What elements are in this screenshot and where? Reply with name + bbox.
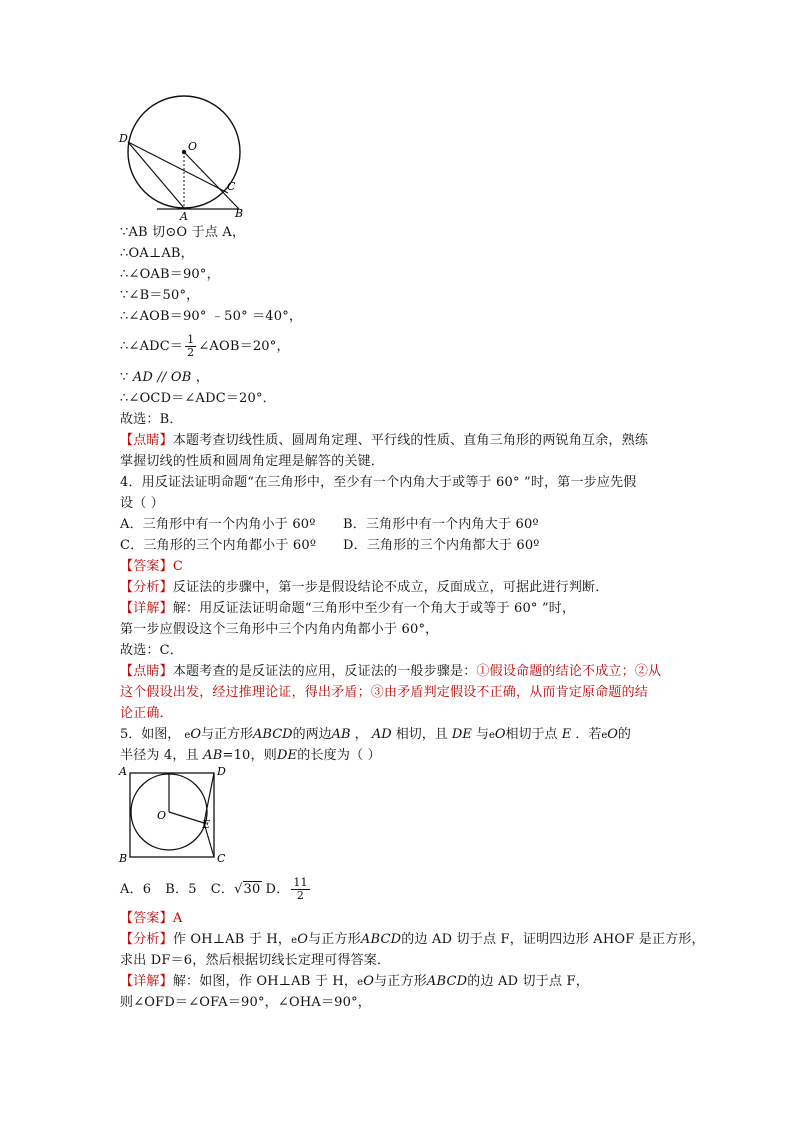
math-de: DE (276, 748, 298, 763)
label-o: O (188, 140, 198, 153)
option-c: C． (210, 882, 235, 897)
detail-line: 故选：C． (120, 643, 183, 658)
text: 的长度为（ ） (297, 748, 381, 763)
math-abcd: ABCD (360, 932, 402, 947)
text: 本题考查切线性质、圆周角定理、平行线的性质、直角三角形的两锐角互余，熟练 (172, 433, 649, 448)
text: 作 OH⊥AB 于 H， (172, 932, 292, 947)
math-o: O (494, 727, 506, 742)
fraction-numerator: 11 (293, 876, 308, 889)
question-4-stem: 设（ ） (120, 496, 164, 511)
text: ， (350, 727, 372, 742)
text: 与正方形 (308, 932, 361, 947)
label-d: D (217, 765, 226, 778)
analysis-line: 求出 DF＝6，然后根据切线长定理可得答案． (120, 953, 391, 968)
detail-line: 则∠OFD＝∠OFA＝90°，∠OHA＝90°， (120, 995, 371, 1010)
text: 与正方形 (201, 727, 254, 742)
text-highlight: ①假设命题的结论不成立；②从 (476, 664, 662, 679)
figure-circle-tangent (115, 90, 255, 222)
analysis-tag: 【分析】 (120, 580, 173, 595)
option-a: A．三角形中有一个内角小于 60º (120, 517, 316, 532)
text: 与正方形 (374, 974, 427, 989)
math-abcd: ABCD (426, 974, 468, 989)
label-o: O (157, 809, 167, 822)
segment-oe (169, 812, 204, 823)
segment-da (128, 142, 184, 208)
label-b: B (119, 852, 128, 865)
fraction-half (185, 334, 196, 359)
answer-value: A (172, 911, 183, 926)
question-5-stem (120, 725, 631, 746)
detail-line: 第一步应假设这个三角形中三个内角内角都小于 60°， (120, 622, 439, 637)
remark-line (120, 662, 661, 682)
segment-de (204, 773, 214, 823)
question-5-options (120, 877, 312, 902)
fraction-numerator: 1 (187, 333, 195, 346)
option-d: D．三角形的三个内角都大于 60º (343, 538, 540, 553)
solution-line: 故选：B． (120, 412, 183, 427)
text: 与 (471, 727, 489, 742)
math-ad-parallel-ob: AD // OB (132, 370, 192, 385)
text: 解：如图，作 OH⊥AB 于 H， (172, 974, 358, 989)
text: ∵ (120, 370, 133, 385)
detail-line (120, 972, 589, 993)
answer-tag: 【答案】 (120, 559, 173, 574)
answer-line (120, 557, 183, 577)
answer-line (120, 909, 182, 929)
circle-symbol: e (357, 977, 364, 988)
solution-line: ∵∠B＝50°， (120, 288, 200, 303)
sqrt-30: √30 (234, 882, 261, 897)
text: 相切于点 (505, 727, 562, 742)
option-b: B．三角形中有一个内角大于 60º (343, 517, 539, 532)
answer-value: C (172, 559, 183, 574)
circle-symbol: e (184, 730, 191, 741)
label-b: B (235, 207, 244, 220)
solution-line-fraction (120, 334, 290, 359)
math-o: O (363, 974, 375, 989)
analysis-tag: 【分析】 (120, 932, 173, 947)
circle-symbol: e (291, 935, 298, 946)
solution-line: ∴OA⊥AB， (120, 246, 194, 261)
solution-line: ∴∠OAB＝90°， (120, 267, 220, 282)
math-ab: AB (331, 727, 351, 742)
circle-symbol: e (601, 730, 608, 741)
text: ∴∠ADC＝ (120, 339, 184, 354)
sqrt-radicand: 30 (243, 882, 261, 897)
math-de: DE (451, 727, 472, 742)
math-ad: AD (371, 727, 392, 742)
option-a: A．6 (120, 882, 152, 897)
text: 本题考查的是反证法的应用，反证法的一般步骤是： (172, 664, 477, 679)
analysis-line (120, 930, 705, 951)
math-ab: AB (203, 748, 223, 763)
text: 的两边 (292, 727, 332, 742)
text: 的边 AD 切于点 F，证明四边形 AHOF 是正方形， (401, 932, 705, 947)
center-point-o (182, 150, 186, 154)
solution-line: ∵AB 切⊙O 于点 A， (120, 225, 246, 240)
label-a: A (180, 210, 188, 222)
label-d: D (119, 132, 128, 145)
text: 5．如图， (120, 727, 185, 742)
text: ， (191, 370, 210, 385)
option-b: B．5 (165, 882, 197, 897)
text: ．若 (571, 727, 602, 742)
option-c: C．三角形的三个内角都小于 60º (120, 538, 317, 553)
label-c: C (217, 852, 226, 865)
circle-symbol: e (488, 730, 495, 741)
question-4-stem: 4．用反证法证明命题“在三角形中，至少有一个内角大于或等于 60° ”时，第一步应先假 (120, 475, 637, 490)
remark-line (120, 431, 648, 451)
text: ，则 (250, 748, 277, 763)
detail-tag: 【详解】 (120, 974, 173, 989)
remark-tag: 【点睛】 (120, 433, 173, 448)
label-c: C (227, 180, 236, 193)
detail-tag: 【详解】 (120, 601, 173, 616)
text: 的 (617, 727, 631, 742)
remark-tag: 【点睛】 (120, 664, 173, 679)
square-abcd (130, 773, 214, 857)
math-o: O (607, 727, 618, 742)
text: 半径为 4，且 (120, 748, 204, 763)
remark-line: 论正确． (120, 706, 173, 721)
detail-line (120, 599, 575, 619)
math-e: E (561, 727, 572, 742)
solution-line: ∴∠OCD＝∠ADC＝20°． (120, 391, 276, 406)
label-e: E (202, 818, 211, 831)
analysis-line (120, 578, 608, 598)
text: 的边 AD 切于点 F， (467, 974, 589, 989)
text: 解：用反证法证明命题“三角形中至少有一个角大于或等于 60° ”时， (172, 601, 576, 616)
math-o: O (190, 727, 201, 742)
remark-line: 掌握切线的性质和圆周角定理是解答的关键． (120, 454, 385, 469)
remark-line: 这个假设出发，经过推理论证，得出矛盾；③由矛盾判定假设不正确，从而肯定原命题的结 (120, 685, 649, 700)
math-abcd: ABCD (253, 727, 293, 742)
segment-dc (128, 142, 228, 193)
answer-tag: 【答案】 (120, 911, 173, 926)
label-a: A (119, 765, 127, 778)
math-o: O (297, 932, 309, 947)
text: ∠AOB＝20°， (198, 339, 290, 354)
text: 反证法的步骤中，第一步是假设结论不成立，反面成立，可据此进行判断． (172, 580, 609, 595)
text: 相切，且 (391, 727, 452, 742)
fraction-11-2 (291, 877, 309, 902)
solution-line: ∴∠AOB＝90° ﹣50° ＝40°， (120, 309, 303, 324)
fraction-denominator: 2 (187, 346, 195, 359)
figure-square-circle (115, 762, 235, 866)
solution-line (120, 368, 209, 388)
fraction-denominator: 2 (296, 889, 305, 902)
text: =10 (222, 748, 251, 763)
option-d: D． (265, 882, 290, 897)
